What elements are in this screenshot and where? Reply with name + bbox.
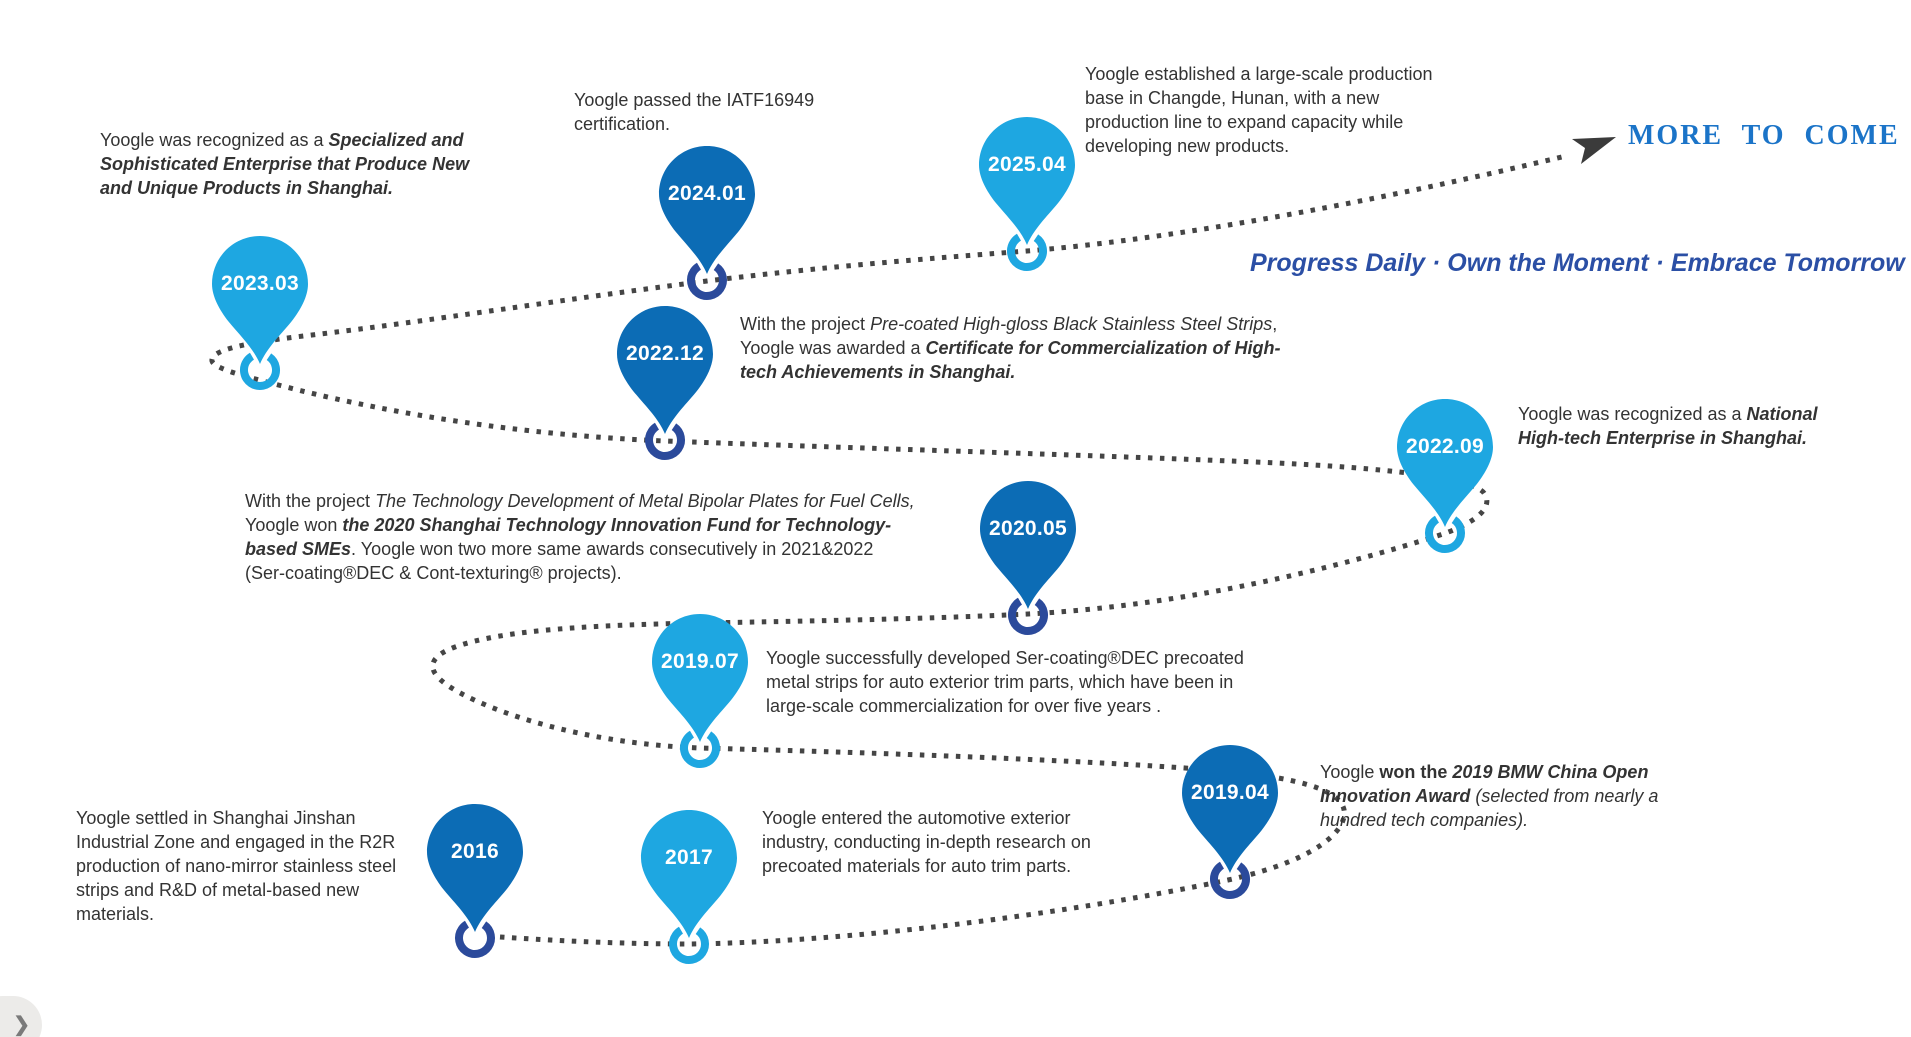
note-text: Yoogle entered the automotive exterior industry, conducting in-depth research on precoated materials for auto trim parts. xyxy=(762,808,1091,876)
note-text: Yoogle won xyxy=(245,515,343,535)
note-text: Yoogle passed the IATF16949 certification. xyxy=(574,90,815,134)
chevron-right-icon: ❯ xyxy=(13,1014,30,1036)
note-text: Yoogle successfully developed Ser-coating®DEC precoated metal strips for auto exterior trim parts, which have been in large-scale commercialization for over five years . xyxy=(766,648,1244,716)
milestone-pin-2017 xyxy=(639,808,739,940)
note-text: The Technology Development of Metal Bipolar Plates for Fuel Cells, xyxy=(375,491,915,511)
milestone-note-2019-04 xyxy=(1320,760,1715,832)
milestone-note-2025-04 xyxy=(1085,62,1447,158)
milestone-pin-2019-07 xyxy=(650,612,750,744)
pin-year-label: 2025.04 xyxy=(987,153,1066,176)
milestone-pin-2016 xyxy=(425,802,525,934)
milestone-pin-2025-04 xyxy=(977,115,1077,247)
milestone-pin-2022-12 xyxy=(615,304,715,436)
pin-year-label: 2019.07 xyxy=(660,650,739,673)
pin-year-label: 2022.12 xyxy=(625,342,704,365)
milestone-note-2024-01 xyxy=(574,88,824,136)
milestone-note-2022-09 xyxy=(1518,402,1848,450)
milestone-note-2016 xyxy=(76,806,401,926)
note-text: Yoogle settled in Shanghai Jinshan Industrial Zone and engaged in the R2R production of nano-mirror stainless steel strips and R&D of metal-based new materials. xyxy=(76,808,397,924)
note-text: Specialized and Sophisticated Enterprise that Produce New and Unique Products in Shanghai. xyxy=(100,130,470,198)
note-text: Yoogle established a large-scale production base in Changde, Hunan, with a new production line to expand capacity while developing new products. xyxy=(1085,64,1433,156)
note-text: the 2020 Shanghai Technology Innovation Fund for Technology-based SMEs xyxy=(245,515,892,559)
milestone-pin-2024-01 xyxy=(657,144,757,276)
pin-year-label: 2023.03 xyxy=(220,272,299,295)
pin-year-label: 2019.04 xyxy=(1190,781,1269,804)
note-text: Certificate for Commercialization of High-tech Achievements in Shanghai. xyxy=(740,338,1281,382)
milestone-note-2023-03 xyxy=(100,128,500,200)
company-tagline: Progress Daily · Own the Moment · Embrace Tomorrow xyxy=(1250,249,1905,277)
milestone-note-2020-05 xyxy=(245,489,917,585)
note-text: Yoogle xyxy=(1320,762,1380,782)
note-text: , Yoogle was awarded a xyxy=(740,314,1278,358)
milestone-note-2022-12 xyxy=(740,312,1302,384)
milestone-note-2019-07 xyxy=(766,646,1258,718)
pin-year-label: 2017 xyxy=(665,846,713,869)
milestone-pin-2023-03 xyxy=(210,234,310,366)
pin-year-label: 2020.05 xyxy=(988,517,1067,540)
milestone-pin-2019-04 xyxy=(1180,743,1280,875)
note-text: won the xyxy=(1379,762,1453,782)
note-text: 2019 BMW China Open Innovation Award xyxy=(1320,762,1649,806)
milestone-pin-2022-09 xyxy=(1395,397,1495,529)
note-text: With the project xyxy=(740,314,871,334)
note-text: (selected from nearly a hundred tech companies). xyxy=(1320,786,1659,830)
note-text: Pre-coated High-gloss Black Stainless Steel Strips xyxy=(870,314,1273,334)
pin-year-label: 2016 xyxy=(451,840,499,863)
note-text: National High-tech Enterprise in Shanghai. xyxy=(1518,404,1818,448)
pin-year-label: 2022.09 xyxy=(1405,435,1484,458)
note-text: Yoogle was recognized as a xyxy=(100,130,329,150)
pin-year-label: 2024.01 xyxy=(667,182,746,205)
milestone-pin-2020-05 xyxy=(978,479,1078,611)
note-text: Yoogle was recognized as a xyxy=(1518,404,1747,424)
note-text: With the project xyxy=(245,491,376,511)
more-to-come-headline: MORE TO COME xyxy=(1628,120,1900,151)
note-text: . Yoogle won two more same awards consecutively in 2021&2022 (Ser-coating®DEC & Cont-texturing® projects). xyxy=(245,539,874,583)
milestone-note-2017 xyxy=(762,806,1122,878)
arrow-head-icon xyxy=(1572,137,1616,164)
